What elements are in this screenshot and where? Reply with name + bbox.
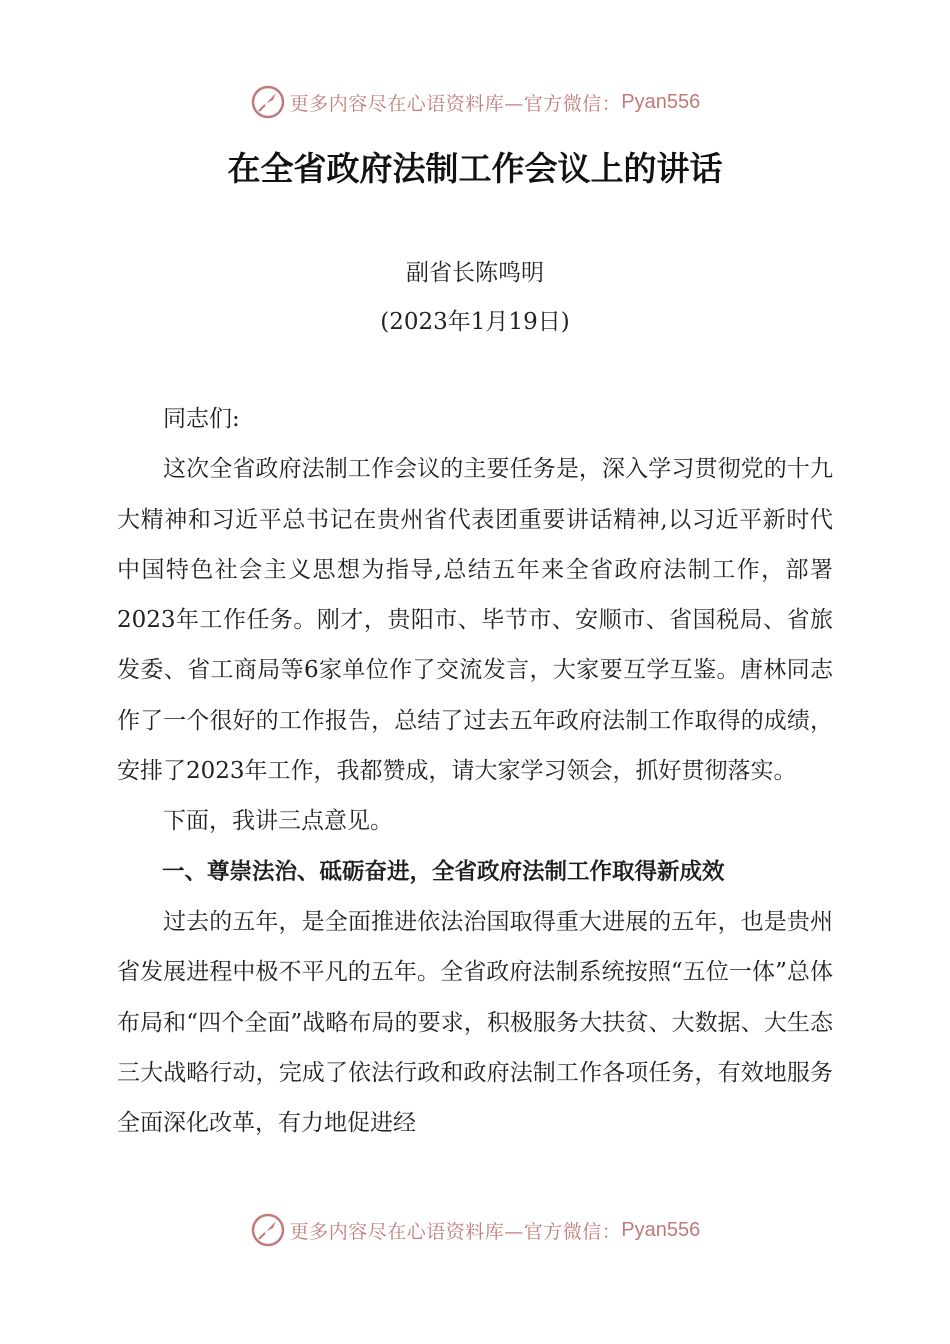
document-body — [117, 394, 833, 1148]
paragraph: 过去的五年，是全面推进依法治国取得重大进展的五年，也是贵州省发展进程中极不平凡的五年。全省政府法制系统按照“五位一体”总体布局和“四个全面”战略布局的要求，积极服务大扶贫、大数据、大生态三大战略行动，完成了依法行政和政府法制工作各项任务，有效地服务全面深化改革，有力地促进经 — [117, 908, 833, 1137]
paragraph: 这次全省政府法制工作会议的主要任务是，深入学习贯彻党的十九大精神和习近平总书记在贵州省代表团重要讲话精神,以习近平新时代中国特色社会主义思想为指导,总结五年来全省政府法制工作，部署2023年工作任务。刚才，贵阳市、毕节市、安顺市、省国税局、省旅发委、省工商局等6家单位作了交流发言，大家要互学互鉴。唐林同志作了一个很好的工作报告，总结了过去五年政府法制工作取得的成绩，安排了2023年工作，我都赞成，请大家学习领会，抓好贯彻落实。 — [117, 456, 833, 785]
watermark-banner-bottom — [0, 1210, 950, 1250]
watermark-text: 更多内容尽在心语资料库—官方微信： — [289, 92, 622, 115]
quill-logo-icon — [250, 1212, 286, 1248]
document-author: 副省长陈鸣明 — [406, 260, 544, 286]
watermark-handle: Pyan556 — [621, 90, 701, 113]
section-heading: 一、尊崇法治、砥砺奋进，全省政府法制工作取得新成效 — [162, 858, 725, 885]
watermark-banner-top — [0, 82, 950, 122]
quill-logo-icon — [250, 84, 286, 120]
paragraph: 下面，我讲三点意见。 — [163, 808, 393, 835]
document-title: 在全省政府法制工作会议上的讲话 — [227, 149, 723, 188]
greeting: 同志们: — [163, 406, 240, 432]
document-date: (2023年1月19日) — [380, 309, 570, 335]
watermark-text: 更多内容尽在心语资料库—官方微信： — [289, 1220, 622, 1243]
watermark-handle: Pyan556 — [621, 1218, 701, 1241]
